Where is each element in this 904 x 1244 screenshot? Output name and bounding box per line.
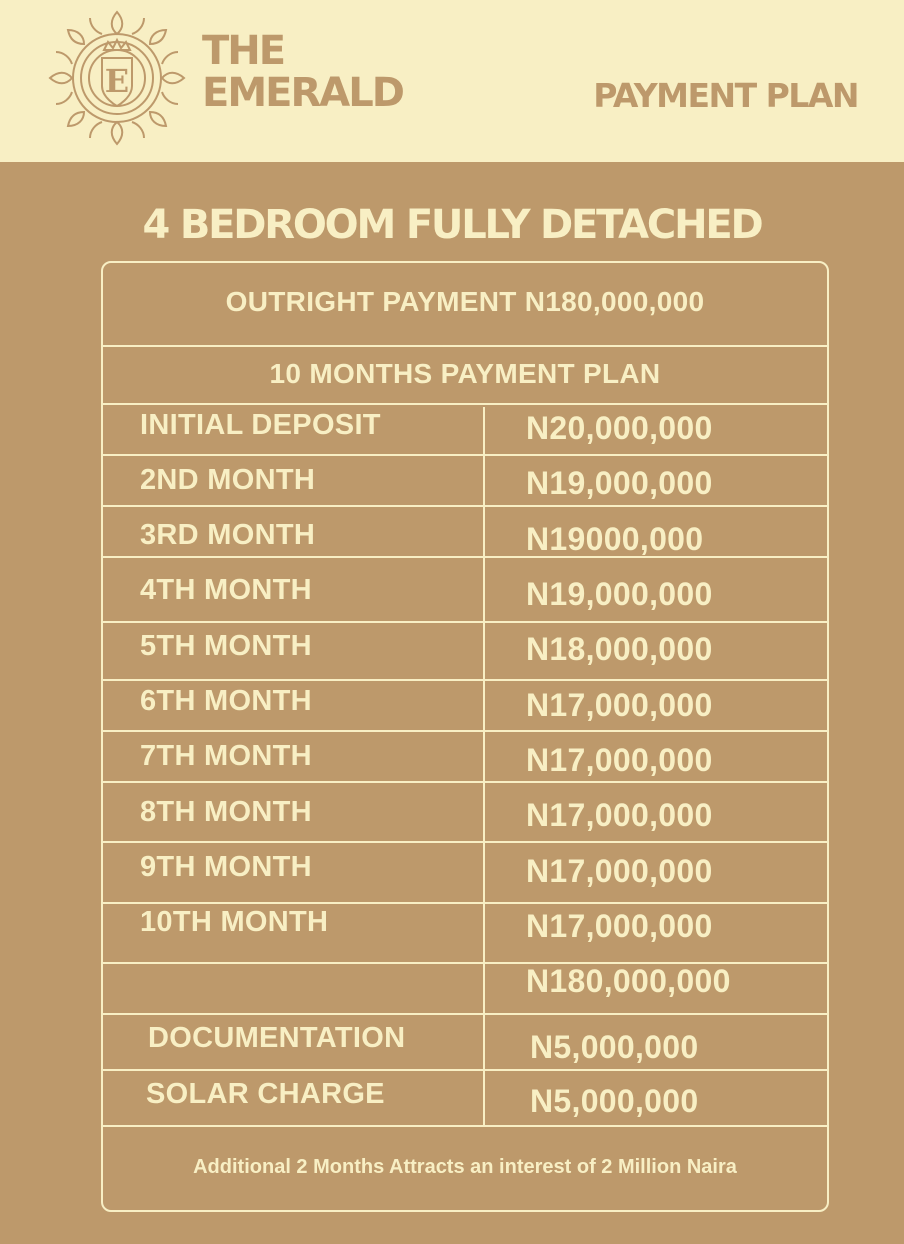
brand-line-1: THE [202, 28, 285, 74]
row-divider [103, 403, 827, 405]
row-label: INITIAL DEPOSIT [140, 409, 381, 441]
row-label: 5TH MONTH [140, 630, 312, 662]
total-amount: N180,000,000 [526, 963, 731, 999]
row-divider [103, 679, 827, 681]
extra-amount: N5,000,000 [530, 1083, 699, 1119]
header-bar [0, 0, 904, 162]
outright-payment: OUTRIGHT PAYMENT N180,000,000 [225, 286, 705, 317]
row-label: 4TH MONTH [140, 574, 312, 606]
row-amount: N17,000,000 [526, 687, 713, 723]
row-amount: N17,000,000 [526, 797, 713, 833]
extra-label: SOLAR CHARGE [146, 1078, 385, 1110]
row-divider [103, 454, 827, 456]
row-divider [103, 1125, 827, 1127]
row-amount: N17,000,000 [526, 742, 713, 778]
crest-icon [46, 6, 188, 146]
row-amount: N18,000,000 [526, 631, 713, 667]
row-divider [103, 556, 827, 558]
row-divider [103, 1013, 827, 1015]
row-label: 2ND MONTH [140, 464, 316, 496]
brand-name [202, 30, 403, 114]
row-divider [103, 1069, 827, 1071]
row-label: 8TH MONTH [140, 796, 312, 828]
row-divider [103, 902, 827, 904]
installment-heading: 10 MONTHS PAYMENT PLAN [269, 358, 661, 389]
row-amount: N17,000,000 [526, 908, 713, 944]
row-label: 9TH MONTH [140, 851, 312, 883]
row-amount: N20,000,000 [526, 410, 713, 446]
row-divider [103, 781, 827, 783]
row-divider [103, 505, 827, 507]
row-divider [103, 841, 827, 843]
brand-line-2: EMERALD [202, 70, 403, 116]
emerald-logo-emblem [46, 6, 188, 146]
payment-table [101, 261, 829, 1212]
row-amount: N19000,000 [526, 521, 704, 557]
footnote: Additional 2 Months Attracts an interest of 2 Million Naira [193, 1156, 737, 1178]
header-title: PAYMENT PLAN [593, 76, 858, 115]
row-label: 7TH MONTH [140, 740, 312, 772]
extra-label: DOCUMENTATION [148, 1022, 406, 1054]
plan-title: 4 BEDROOM FULLY DETACHED [142, 202, 762, 248]
column-divider [483, 407, 485, 1127]
row-divider [103, 621, 827, 623]
row-label: 10TH MONTH [140, 906, 329, 938]
row-divider [103, 345, 827, 347]
extra-amount: N5,000,000 [530, 1029, 699, 1065]
row-amount: N19,000,000 [526, 465, 713, 501]
row-divider [103, 730, 827, 732]
row-label: 6TH MONTH [140, 685, 312, 717]
svg-text:E: E [104, 62, 130, 100]
row-amount: N19,000,000 [526, 576, 713, 612]
row-amount: N17,000,000 [526, 853, 713, 889]
row-label: 3RD MONTH [140, 519, 316, 551]
